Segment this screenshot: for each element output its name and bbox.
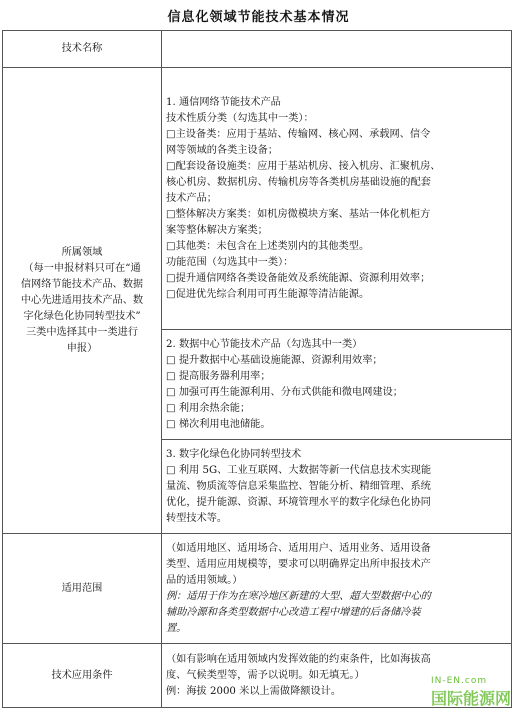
cat2-checkbox-line[interactable]: □ 利用余热余能； — [166, 402, 251, 414]
scope-example-line: 例：适用于作为在寒冷地区新建的大型、超大型数据中心的 — [166, 590, 431, 602]
tech-name-value[interactable] — [162, 31, 512, 68]
cat3-line: 转型技术等。 — [166, 512, 228, 524]
cat1-line: 技术产品； — [166, 192, 217, 204]
scope-line: （如适用地区、适用场合、适用用户、适用业务、适用设备 — [166, 542, 431, 554]
watermark-top: IN-EN.com — [430, 676, 488, 686]
condition-line: （如有影响在适用领域内发挥效能的约束条件，比如海拔高 — [166, 653, 431, 665]
cat2-line: 2. 数据中心节能技术产品（勾选其中一类） — [166, 338, 363, 350]
cat3-line: 优化，提升能源、资源、环境管理水平的数字化绿色化协同 — [166, 496, 431, 508]
field-label: 所属领域 — [61, 246, 103, 258]
cat1-checkbox-line[interactable]: □促进优先综合利用可再生能源等清洁能源。 — [166, 288, 370, 300]
cat1-line: 功能范围（勾选其中一类）： — [166, 256, 294, 268]
cat1-checkbox-line[interactable]: □其他类：未包含在上述类别内的其他类型。 — [166, 240, 370, 252]
field-note-6: 申报） — [66, 342, 98, 354]
field-note-2: 信网络节能技术产品、数据 — [20, 278, 144, 290]
condition-line: 度、气候类型等，需予以说明。如无填无。） — [166, 669, 365, 681]
field-note-4: 字化绿色化协同转型技术” — [23, 310, 141, 322]
field-label-cell — [3, 68, 162, 534]
cat2-checkbox-line[interactable]: □ 提高服务器利用率； — [166, 370, 271, 382]
scope-cell[interactable] — [162, 534, 512, 644]
cat3-checkbox-line[interactable]: □ 利用 5G、工业互联网、大数据等新一代信息技术实现能 — [166, 464, 432, 476]
cat1-checkbox-line[interactable]: □配套设备设施类：应用于基站机房、接入机房、汇聚机房、 — [166, 160, 441, 172]
cat1-checkbox-line[interactable]: □提升通信网络各类设备能效及系统能源、资源利用效率； — [166, 272, 431, 284]
cat1-line: 网等领域的各类主设备； — [166, 144, 279, 156]
watermark-bottom: 国际能源网 — [430, 689, 511, 708]
cat1-line: 1. 通信网络节能技术产品 — [166, 96, 281, 108]
cat1-line: 核心机房、数据机房、传输机房等各类机房基础设施的配套 — [166, 176, 431, 188]
field-note-1: （每一申报材料只可在“通 — [23, 262, 141, 274]
scope-example-line: 辅助冷源和各类型数据中心改造工程中增建的后备储冷装 — [166, 606, 421, 618]
cat2-checkbox-line[interactable]: □ 梯次利用电池储能。 — [166, 418, 271, 430]
field-note-3: 中心先进适用技术产品、数 — [20, 294, 144, 306]
cat3-line: 3. 数字化绿色化协同转型技术 — [166, 448, 302, 460]
tech-info-table — [2, 30, 512, 708]
cat1-line: 案等整体解决方案类； — [166, 224, 268, 236]
category-3-cell[interactable] — [162, 440, 512, 534]
cat1-checkbox-line[interactable]: □整体解决方案类：如机房微模块方案、基站一体化机柜方 — [166, 208, 431, 220]
scope-label: 适用范围 — [3, 534, 162, 644]
category-2-cell[interactable] — [162, 330, 512, 440]
field-note-5: 三类中选择其中一类进行 — [25, 326, 139, 338]
cat3-line: 量流、物质流等信息采集监控、智能分析、精细管理、系统 — [166, 480, 431, 492]
category-1-cell[interactable] — [162, 68, 512, 330]
scope-line: 品的适用领域。） — [166, 574, 243, 586]
watermark-logo — [431, 676, 511, 709]
scope-example-line: 置。 — [166, 622, 187, 634]
condition-line: 例：海拔 2000 米以上需做降额设计。 — [166, 685, 342, 697]
cat1-checkbox-line[interactable]: □主设备类：应用于基站、传输网、核心网、承载网、信令 — [166, 128, 431, 140]
cat2-checkbox-line[interactable]: □ 加强可再生能源利用、分布式供能和微电网建设； — [166, 386, 403, 398]
scope-line: 类型、适用应用规模等，要求可以明确界定出所申报技术产 — [166, 558, 431, 570]
document-title: 信息化领域节能技术基本情况 — [167, 10, 350, 25]
cat2-checkbox-line[interactable]: □ 提升数据中心基础设施能源、资源利用效率； — [166, 354, 383, 366]
condition-label: 技术应用条件 — [3, 644, 162, 708]
tech-name-label: 技术名称 — [3, 31, 162, 68]
cat1-line: 技术性质分类（勾选其中一类）： — [166, 112, 314, 124]
